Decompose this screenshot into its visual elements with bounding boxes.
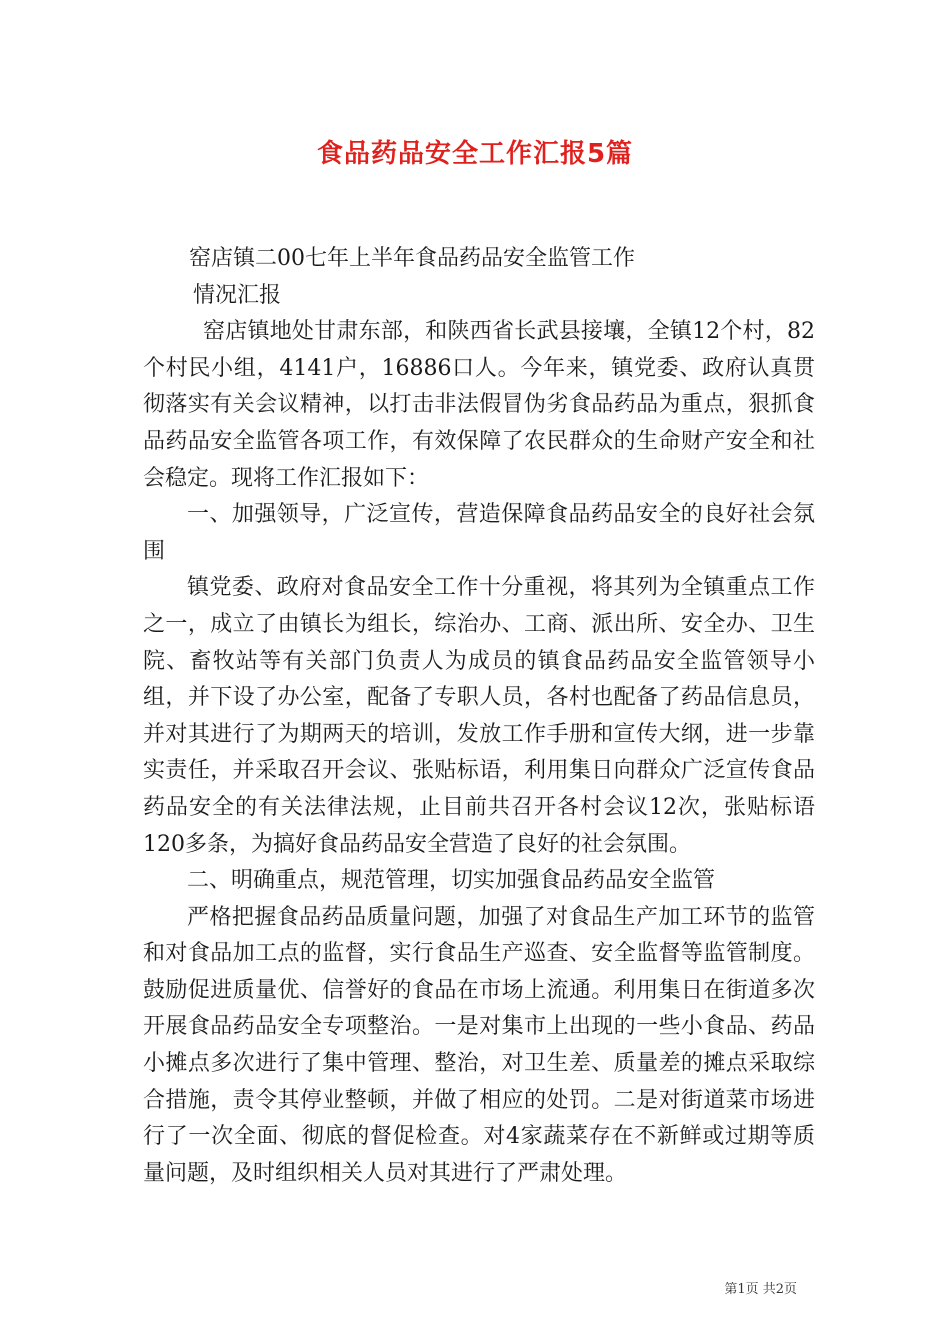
intro-paragraph: 窑店镇地处甘肃东部，和陕西省长武县接壤，全镇12个村，82个村民小组，4141户，16886口人。今年来，镇党委、政府认真贯彻落实有关会议精神，以打击非法假冒伪劣食品药品为重点，狠抓食品药品安全监管各项工作，有效保障了农民群众的生命财产安全和社会稳定。现将工作汇报如下：: [143, 319, 815, 491]
document-body: [143, 241, 815, 1192]
section2-heading: 二、明确重点，规范管理，切实加强食品药品安全监管: [187, 868, 716, 894]
section1-paragraph: 镇党委、政府对食品安全工作十分重视，将其列为全镇重点工作之一，成立了由镇长为组长，综治办、工商、派出所、安全办、卫生院、畜牧站等有关部门负责人为成员的镇食品药品安全监管领导小组，并下设了办公室，配备了专职人员，各村也配备了药品信息员，并对其进行了为期两天的培训，发放工作手册和宣传大纲，进一步靠实责任，并采取召开会议、张贴标语，利用集日向群众广泛宣传食品药品安全的有关法律法规，止目前共召开各村会议12次，张贴标语120多条，为搞好食品药品安全营造了良好的社会氛围。: [143, 575, 815, 857]
report-heading-line1: 窑店镇二00七年上半年食品药品安全监管工作: [189, 246, 635, 271]
section2-paragraph: 严格把握食品药品质量问题，加强了对食品生产加工环节的监管和对食品加工点的监督，实行食品生产巡查、安全监督等监管制度。鼓励促进质量优、信誉好的食品在市场上流通。利用集日在街道多次开展食品药品安全专项整治。一是对集市上出现的一些小食品、药品小摊点多次进行了集中管理、整治，对卫生差、质量差的摊点采取综合措施，责令其停业整顿，并做了相应的处罚。二是对街道菜市场进行了一次全面、彻底的督促检查。对4家蔬菜存在不新鲜或过期等质量问题，及时组织相关人员对其进行了严肃处理。: [143, 904, 815, 1186]
section1-heading: 一、加强领导，广泛宣传，营造保障食品药品安全的良好社会氛围: [143, 502, 815, 564]
page-number: 第1页 共2页: [724, 1282, 797, 1297]
document-title: 食品药品安全工作汇报5篇: [316, 139, 634, 169]
report-heading-line2: 情况汇报: [193, 282, 282, 308]
